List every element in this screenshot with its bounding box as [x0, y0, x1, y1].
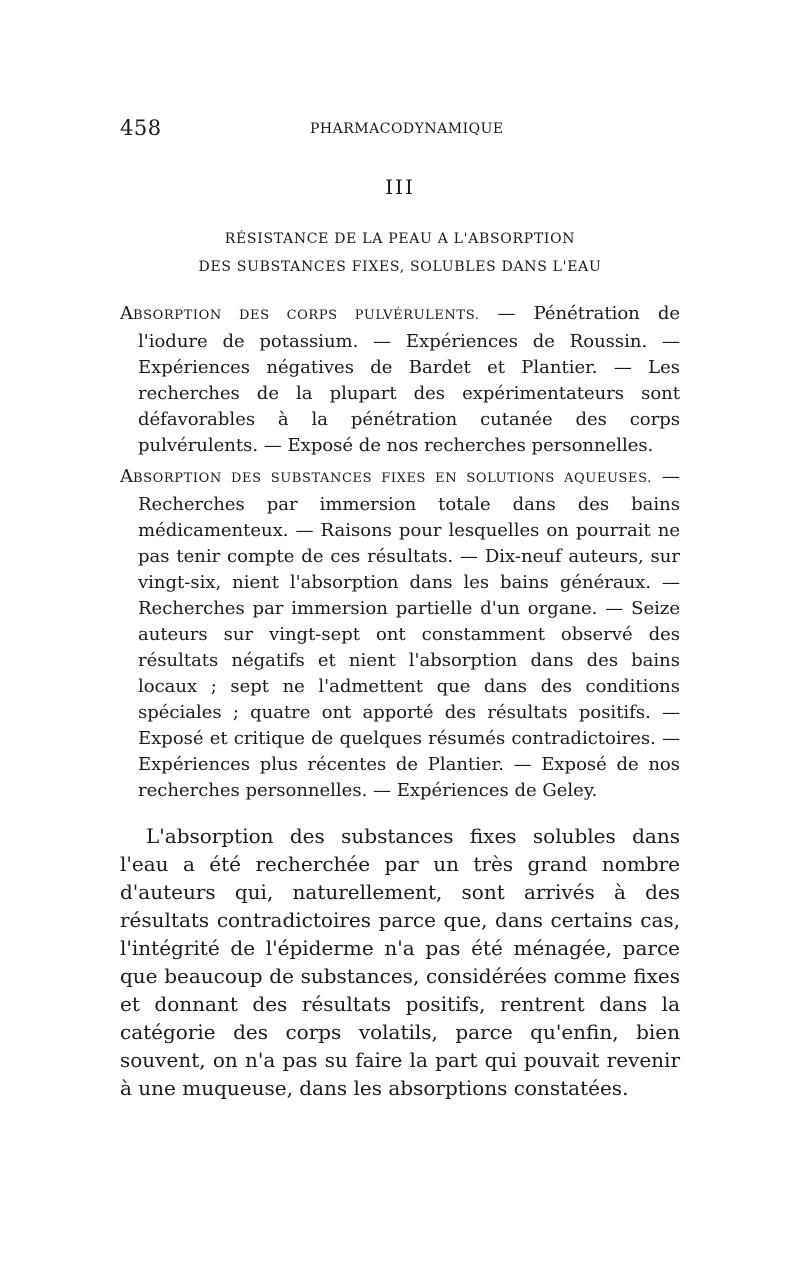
body-paragraph: L'absorption des substances fixes solubles dans l'eau a été recherchée par un très grand nombre d'auteurs qui, naturellement, sont arrivés à des résultats contradictoires parce que, dans certains cas, l'intégrité de l'épiderme n'a pas été ménagée, parce que beaucoup de substances, considérées comme fixes et donnant des résultats positifs, rentrent dans la catégorie des corps volatils, parce qu'enfin, bien souvent, on n'a pas su faire la part qui pouvait revenir à une muqueuse, dans les absorptions constatées. [120, 824, 680, 1100]
page-number: 458 [120, 116, 162, 140]
summary-2-lead: ABSORPTION DES SUBSTANCES FIXES EN SOLUTIONS AQUEUSES. [120, 466, 652, 487]
summary-paragraph-1 [120, 301, 680, 459]
summary-paragraph-2 [120, 464, 680, 804]
summary-2-text: — Recherches par immersion totale dans des bains médicamenteux. — Raisons pour lesquelles on pourrait ne pas tenir compte de ces résultats. — Dix-neuf auteurs, sur vingt-six, nient l'absorption dans les bains généraux. — Recherches par immersion partielle d'un organe. — Seize auteurs sur vingt-sept ont constamment observé des résultats négatifs et nient l'absorption dans des bains locaux ; sept ne l'admettent que dans des conditions spéciales ; quatre ont apporté des résultats positifs. — Exposé et critique de quelques résumés contradictoires. — Expériences plus récentes de Plantier. — Exposé de nos recherches personnelles. — Expériences de Geley. [138, 466, 680, 801]
page-header [120, 116, 680, 140]
summary-1-text: — Pénétration de l'iodure de potassium. — Expériences de Roussin. — Expériences négatives de Bardet et Plantier. — Les recherches de la plupart des expérimentateurs sont défavorables à la pénétration cutanée des corps pulvérulents. — Exposé de nos recherches personnelles. [138, 303, 680, 456]
running-head: PHARMACODYNAMIQUE [310, 121, 504, 137]
section-title-line-1: RÉSISTANCE DE LA PEAU A L'ABSORPTION [224, 231, 576, 247]
section-title-line-2: DES SUBSTANCES FIXES, SOLUBLES DANS L'EAU [198, 259, 602, 275]
section-numeral: III [385, 175, 415, 199]
summary-1-lead: ABSORPTION DES CORPS PULVÉRULENTS. [120, 303, 480, 324]
